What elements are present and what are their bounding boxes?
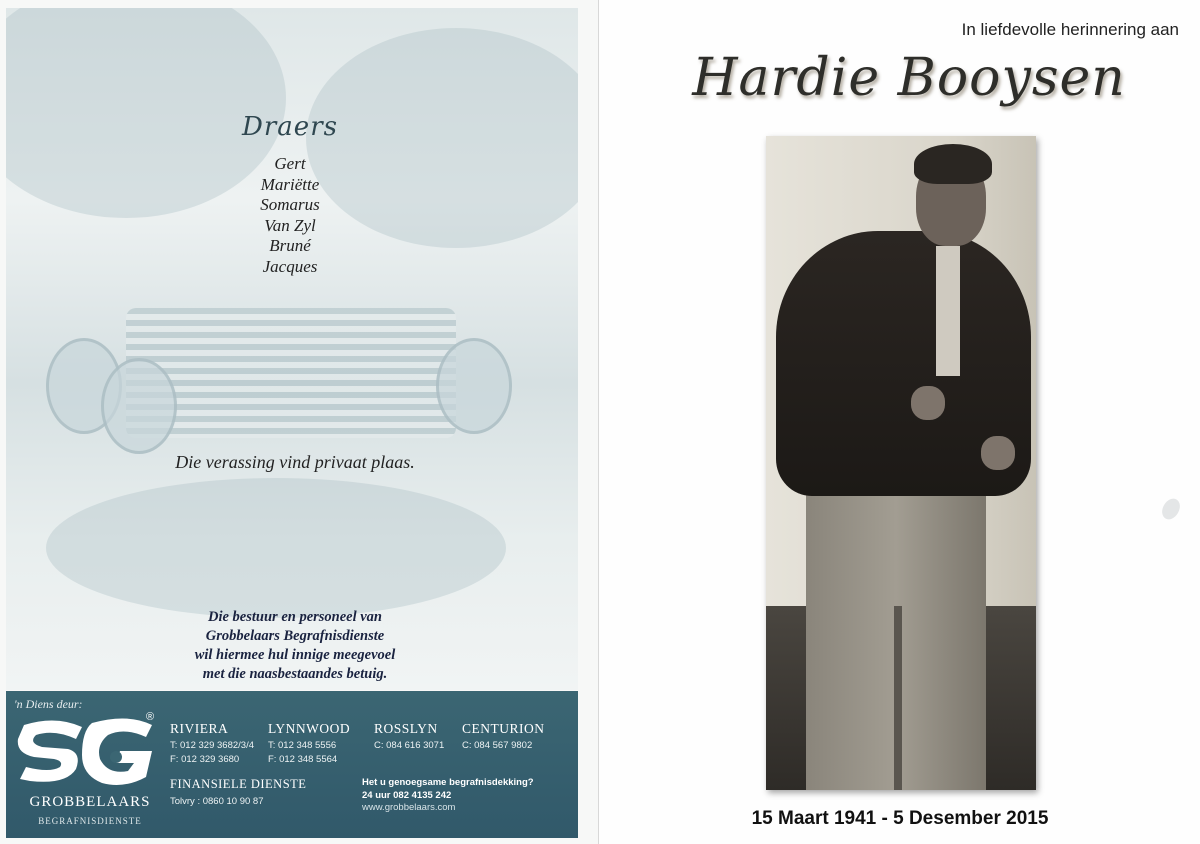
right-page <box>598 0 1200 844</box>
deceased-name: Hardie Booysen <box>692 48 1126 108</box>
branch-fax: F: 012 348 5564 <box>268 754 338 765</box>
branch-fax: F: 012 329 3680 <box>170 754 240 765</box>
website-link[interactable]: www.grobbelaars.com <box>362 802 456 813</box>
branch-rosslyn <box>374 721 444 753</box>
finance-name: FINANSIELE DIENSTE <box>170 777 307 791</box>
funeral-cover-info <box>362 777 534 815</box>
financial-services <box>170 777 306 807</box>
branch-lynnwood <box>268 721 350 767</box>
branch-cell: C: 084 567 9802 <box>462 740 533 751</box>
branch-centurion <box>462 721 545 753</box>
brand-subtitle: BEGRAFNISDIENSTE <box>38 816 142 826</box>
bearer-name: Somarus <box>260 195 320 214</box>
bearer-name: Gert <box>274 154 306 173</box>
branch-name: LYNNWOOD <box>268 721 351 736</box>
left-page <box>0 0 598 844</box>
grobbelaars-logo-icon <box>16 713 156 789</box>
brand-name: GROBBELAARS <box>29 794 151 810</box>
bearers-heading: Draers <box>242 112 338 142</box>
finance-tollfree: Tolvry : 0860 10 90 87 <box>170 796 264 807</box>
cover-question: Het u genoegsame begrafnisdekking? <box>362 777 534 788</box>
funeral-home-banner <box>6 691 578 838</box>
service-by-label: 'n Diens deur: <box>14 697 83 711</box>
bearer-name: Bruné <box>269 236 311 255</box>
registered-mark: ® <box>146 711 155 723</box>
car-background-image <box>6 8 578 690</box>
condolence-line: Grobbelaars Begrafnisdienste <box>205 628 385 644</box>
condolence-message <box>0 608 590 684</box>
bearer-name: Jacques <box>262 256 318 276</box>
memory-line: In liefdevolle herinnering aan <box>961 20 1179 39</box>
cover-hotline: 24 uur 082 4135 242 <box>362 789 452 801</box>
branch-name: CENTURION <box>462 721 545 736</box>
branch-cell: C: 084 616 3071 <box>374 740 445 751</box>
branch-name: ROSSLYN <box>374 721 438 736</box>
condolence-line: met die naasbestaandes betuig. <box>202 666 388 682</box>
cremation-note: Die verassing vind privaat plaas. <box>175 452 415 472</box>
bearer-name: Mariëtte <box>260 174 320 194</box>
portrait-photo <box>766 136 1036 790</box>
branch-phone: T: 012 329 3682/3/4 <box>170 740 254 751</box>
condolence-line: Die bestuur en personeel van <box>208 609 382 625</box>
scan-smudge <box>1159 495 1184 522</box>
branch-phone: T: 012 348 5556 <box>268 740 337 751</box>
branch-name: RIVIERA <box>170 721 229 736</box>
branch-riviera <box>170 721 254 767</box>
bearer-name: Van Zyl <box>264 215 316 235</box>
life-dates: 15 Maart 1941 - 5 Desember 2015 <box>751 808 1049 829</box>
condolence-line: wil hiermee hul innige meegevoel <box>194 647 396 663</box>
bearers-list <box>0 154 580 277</box>
